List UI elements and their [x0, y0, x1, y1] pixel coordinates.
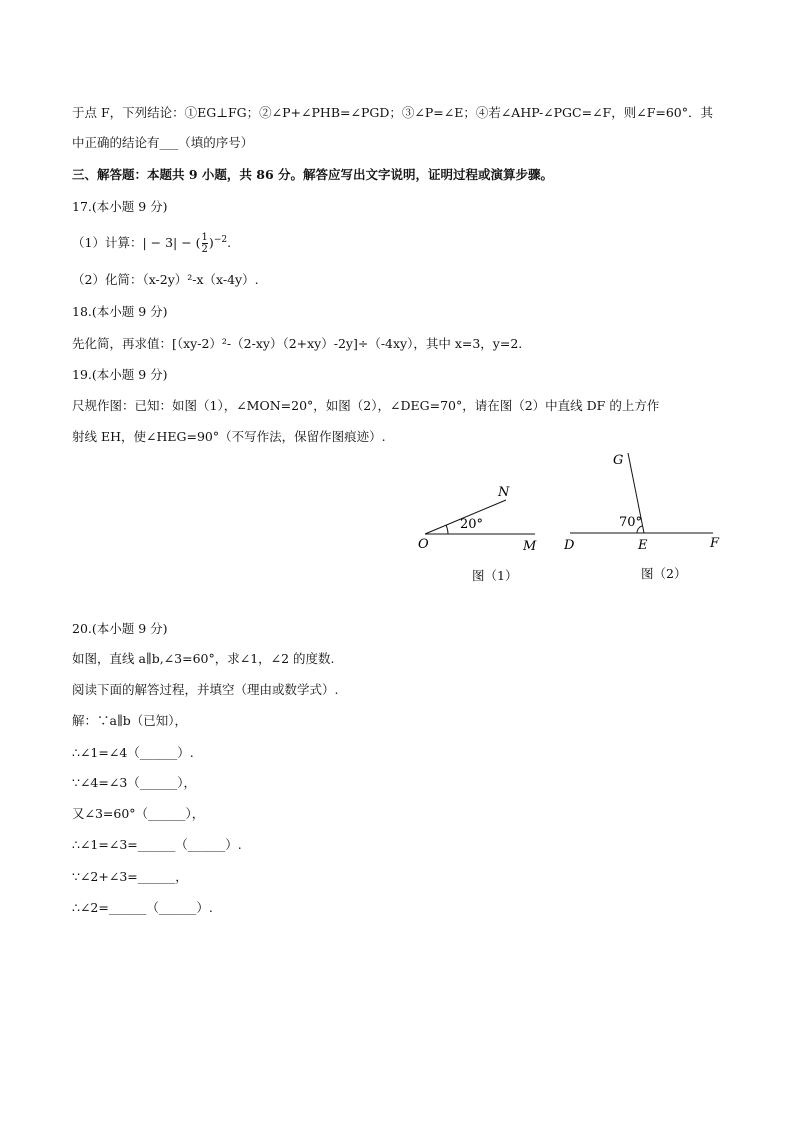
- solution-step-2: ∴∠1=∠4（______）.: [72, 745, 194, 760]
- solution-step-3: ∵∠4=∠3（______），: [72, 775, 197, 790]
- q17-part1-expr-a: | − 3| − (: [142, 235, 201, 250]
- solution-step-1: 解：∵a∥b（已知），: [72, 713, 187, 728]
- q20-header: 20.(本小题 9 分): [72, 621, 168, 636]
- solution-step-4: 又∠3=60°（______），: [72, 806, 205, 821]
- solution-step-7: ∴∠2=______（______）.: [72, 900, 213, 915]
- q20-text: 如图，直线 a∥b,∠3=60°，求∠1，∠2 的度数.: [72, 651, 335, 666]
- q19-text-2: 射线 EH，使∠HEG=90°（不写作法，保留作图痕迹）.: [72, 429, 386, 444]
- label-m: M: [523, 539, 537, 554]
- solution-step-5: ∴∠1=∠3=______（______）.: [72, 837, 242, 852]
- angle-label-70: 70°: [619, 515, 643, 530]
- q17-part1: [72, 232, 231, 255]
- exponent: −2: [213, 234, 228, 245]
- q17-part1-end: .: [227, 235, 232, 250]
- q19-header: 19.(本小题 9 分): [72, 367, 168, 382]
- figure-1-caption: 图（1）: [472, 568, 518, 583]
- q18-header: 18.(本小题 9 分): [72, 304, 168, 319]
- text-line-2: 中正确的结论有___（填的序号）: [72, 135, 254, 150]
- section-header: 三、解答题：本题共 9 小题，共 86 分。解答应写出文字说明，证明过程或演算步骤。: [72, 167, 554, 182]
- label-e: E: [638, 538, 648, 553]
- label-n: N: [498, 485, 510, 500]
- q17-part2: （2）化简：（x-2y）²-x（x-4y）.: [72, 272, 259, 287]
- angle-label-20: 20°: [460, 517, 484, 532]
- q18-text: 先化简，再求值：[（xy-2）²-（2-xy）（2+xy）-2y]÷（-4xy），其中 x=3，y=2.: [72, 336, 523, 351]
- label-o: O: [418, 537, 429, 552]
- solution-step-6: ∵∠2+∠3=______，: [72, 869, 188, 884]
- label-d: D: [564, 538, 575, 553]
- fraction-numerator: 1: [201, 232, 208, 243]
- q19-text-1: 尺规作图：已知：如图（1），∠MON=20°，如图（2），∠DEG=70°，请在图（2）中直线 DF 的上方作: [72, 398, 660, 413]
- fraction-denominator: 2: [201, 244, 208, 255]
- q17-part1-prefix: （1）计算：: [72, 235, 143, 250]
- q17-header: 17.(本小题 9 分): [72, 199, 168, 214]
- label-f: F: [710, 536, 720, 551]
- figure-1-angle-mon: [410, 478, 550, 558]
- fraction-half: [202, 232, 208, 255]
- q17-part1-expr-b: ): [208, 235, 214, 250]
- label-g: G: [613, 453, 624, 468]
- text-line-1: 于点 F，下列结论：①EG⊥FG；②∠P+∠PHB=∠PGD；③∠P=∠E；④若∠AHP-∠PGC=∠F，则∠F=60°．其: [72, 105, 714, 120]
- angle-arc: [446, 525, 448, 534]
- figure-2-caption: 图（2）: [641, 566, 687, 581]
- figure-2-angle-deg: [558, 445, 728, 560]
- q20-instruction: 阅读下面的解答过程，并填空（理由或数学式）.: [72, 682, 339, 697]
